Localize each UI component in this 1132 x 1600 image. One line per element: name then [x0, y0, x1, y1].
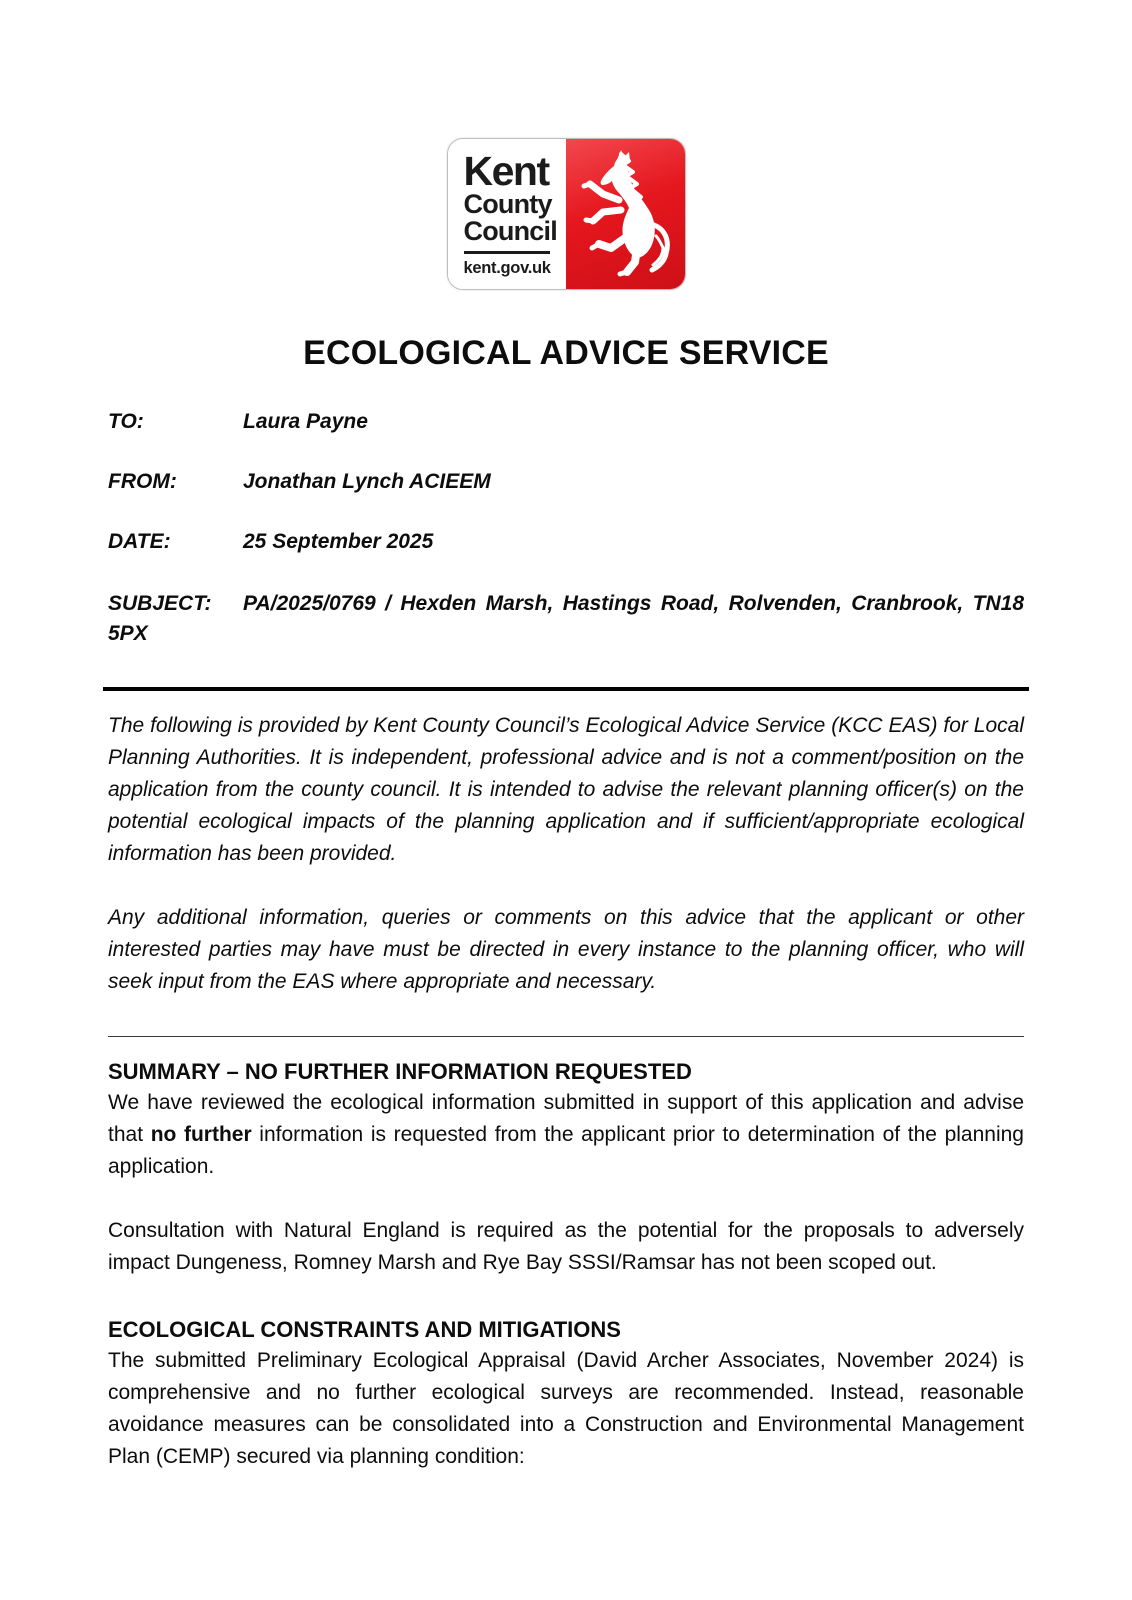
summary-heading: SUMMARY – NO FURTHER INFORMATION REQUESTED — [108, 1059, 692, 1084]
summary-paragraph-1-emphasis: no further — [150, 1123, 252, 1146]
kcc-logo — [447, 138, 686, 290]
to-value: Laura Payne — [243, 410, 368, 433]
memo-date-row — [108, 529, 1024, 554]
date-value: 25 September 2025 — [243, 530, 434, 553]
constraints-heading: ECOLOGICAL CONSTRAINTS AND MITIGATIONS — [108, 1317, 621, 1342]
subject-label: SUBJECT: — [108, 592, 212, 615]
summary-paragraph-2: Consultation with Natural England is required as the potential for the proposals to adversely impact Dungeness, Romney Marsh and Rye Bay SSSI/Ramsar has not been scoped out. — [108, 1219, 1024, 1274]
to-label: TO: — [108, 410, 144, 433]
summary-paragraph-1 — [108, 1087, 1024, 1183]
disclaimer-paragraph-1: The following is provided by Kent County Council’s Ecological Advice Service (KCC EAS) for Local Planning Authorities. It is independent, professional advice and is not a comment/position on the application from the county council. It is intended to advise the relevant planning officer(s) on the potential ecological impacts of the planning application and if sufficient/appropriate ecological information has been provided. — [108, 714, 1024, 865]
memo-to-row — [108, 409, 1024, 434]
constraints-paragraph-1: The submitted Preliminary Ecological Appraisal (David Archer Associates, November 2024) is comprehensive and no further ecological surveys are recommended. Instead, reasonable avoidance measures can be consolidated into a Construction and Environmental Management Plan (CEMP) secured via planning condition: — [108, 1349, 1024, 1468]
kcc-wordmark — [448, 139, 566, 289]
kcc-wordmark-divider — [464, 251, 550, 254]
disclaimer-paragraph-2: Any additional information, queries or comments on this advice that the applicant or other interested parties may have must be directed in every instance to the planning officer, who will seek input from the EAS where appropriate and necessary. — [108, 906, 1024, 993]
kcc-wordmark-council: Council — [463, 216, 557, 246]
kcc-website-text: kent.gov.uk — [463, 259, 551, 277]
summary-paragraph-1-start: We have reviewed the ecological information submitted in support of this application and advise that — [108, 1091, 1024, 1146]
memo-header — [108, 409, 1024, 649]
date-label: DATE: — [108, 530, 171, 553]
kcc-wordmark-county: County — [463, 189, 552, 219]
kcc-logo-red-panel — [566, 139, 685, 289]
subject-value: PA/2025/0769 / Hexden Marsh, Hastings Road, Rolvenden, Cranbrook, TN18 5PX — [108, 592, 1024, 645]
from-value: Jonathan Lynch ACIEEM — [243, 470, 491, 493]
memo-subject-row — [108, 589, 1024, 649]
letter-body — [0, 334, 1132, 1473]
page-title: ECOLOGICAL ADVICE SERVICE — [303, 334, 829, 372]
memo-from-row — [108, 469, 1024, 494]
thick-divider — [103, 687, 1029, 691]
summary-paragraph-1-end: information is requested from the applicant prior to determination of the planning application. — [108, 1123, 1024, 1178]
thin-divider — [108, 1036, 1024, 1037]
kcc-wordmark-kent: Kent — [463, 148, 549, 194]
from-label: FROM: — [108, 470, 177, 493]
invicta-horse-icon — [575, 147, 675, 281]
